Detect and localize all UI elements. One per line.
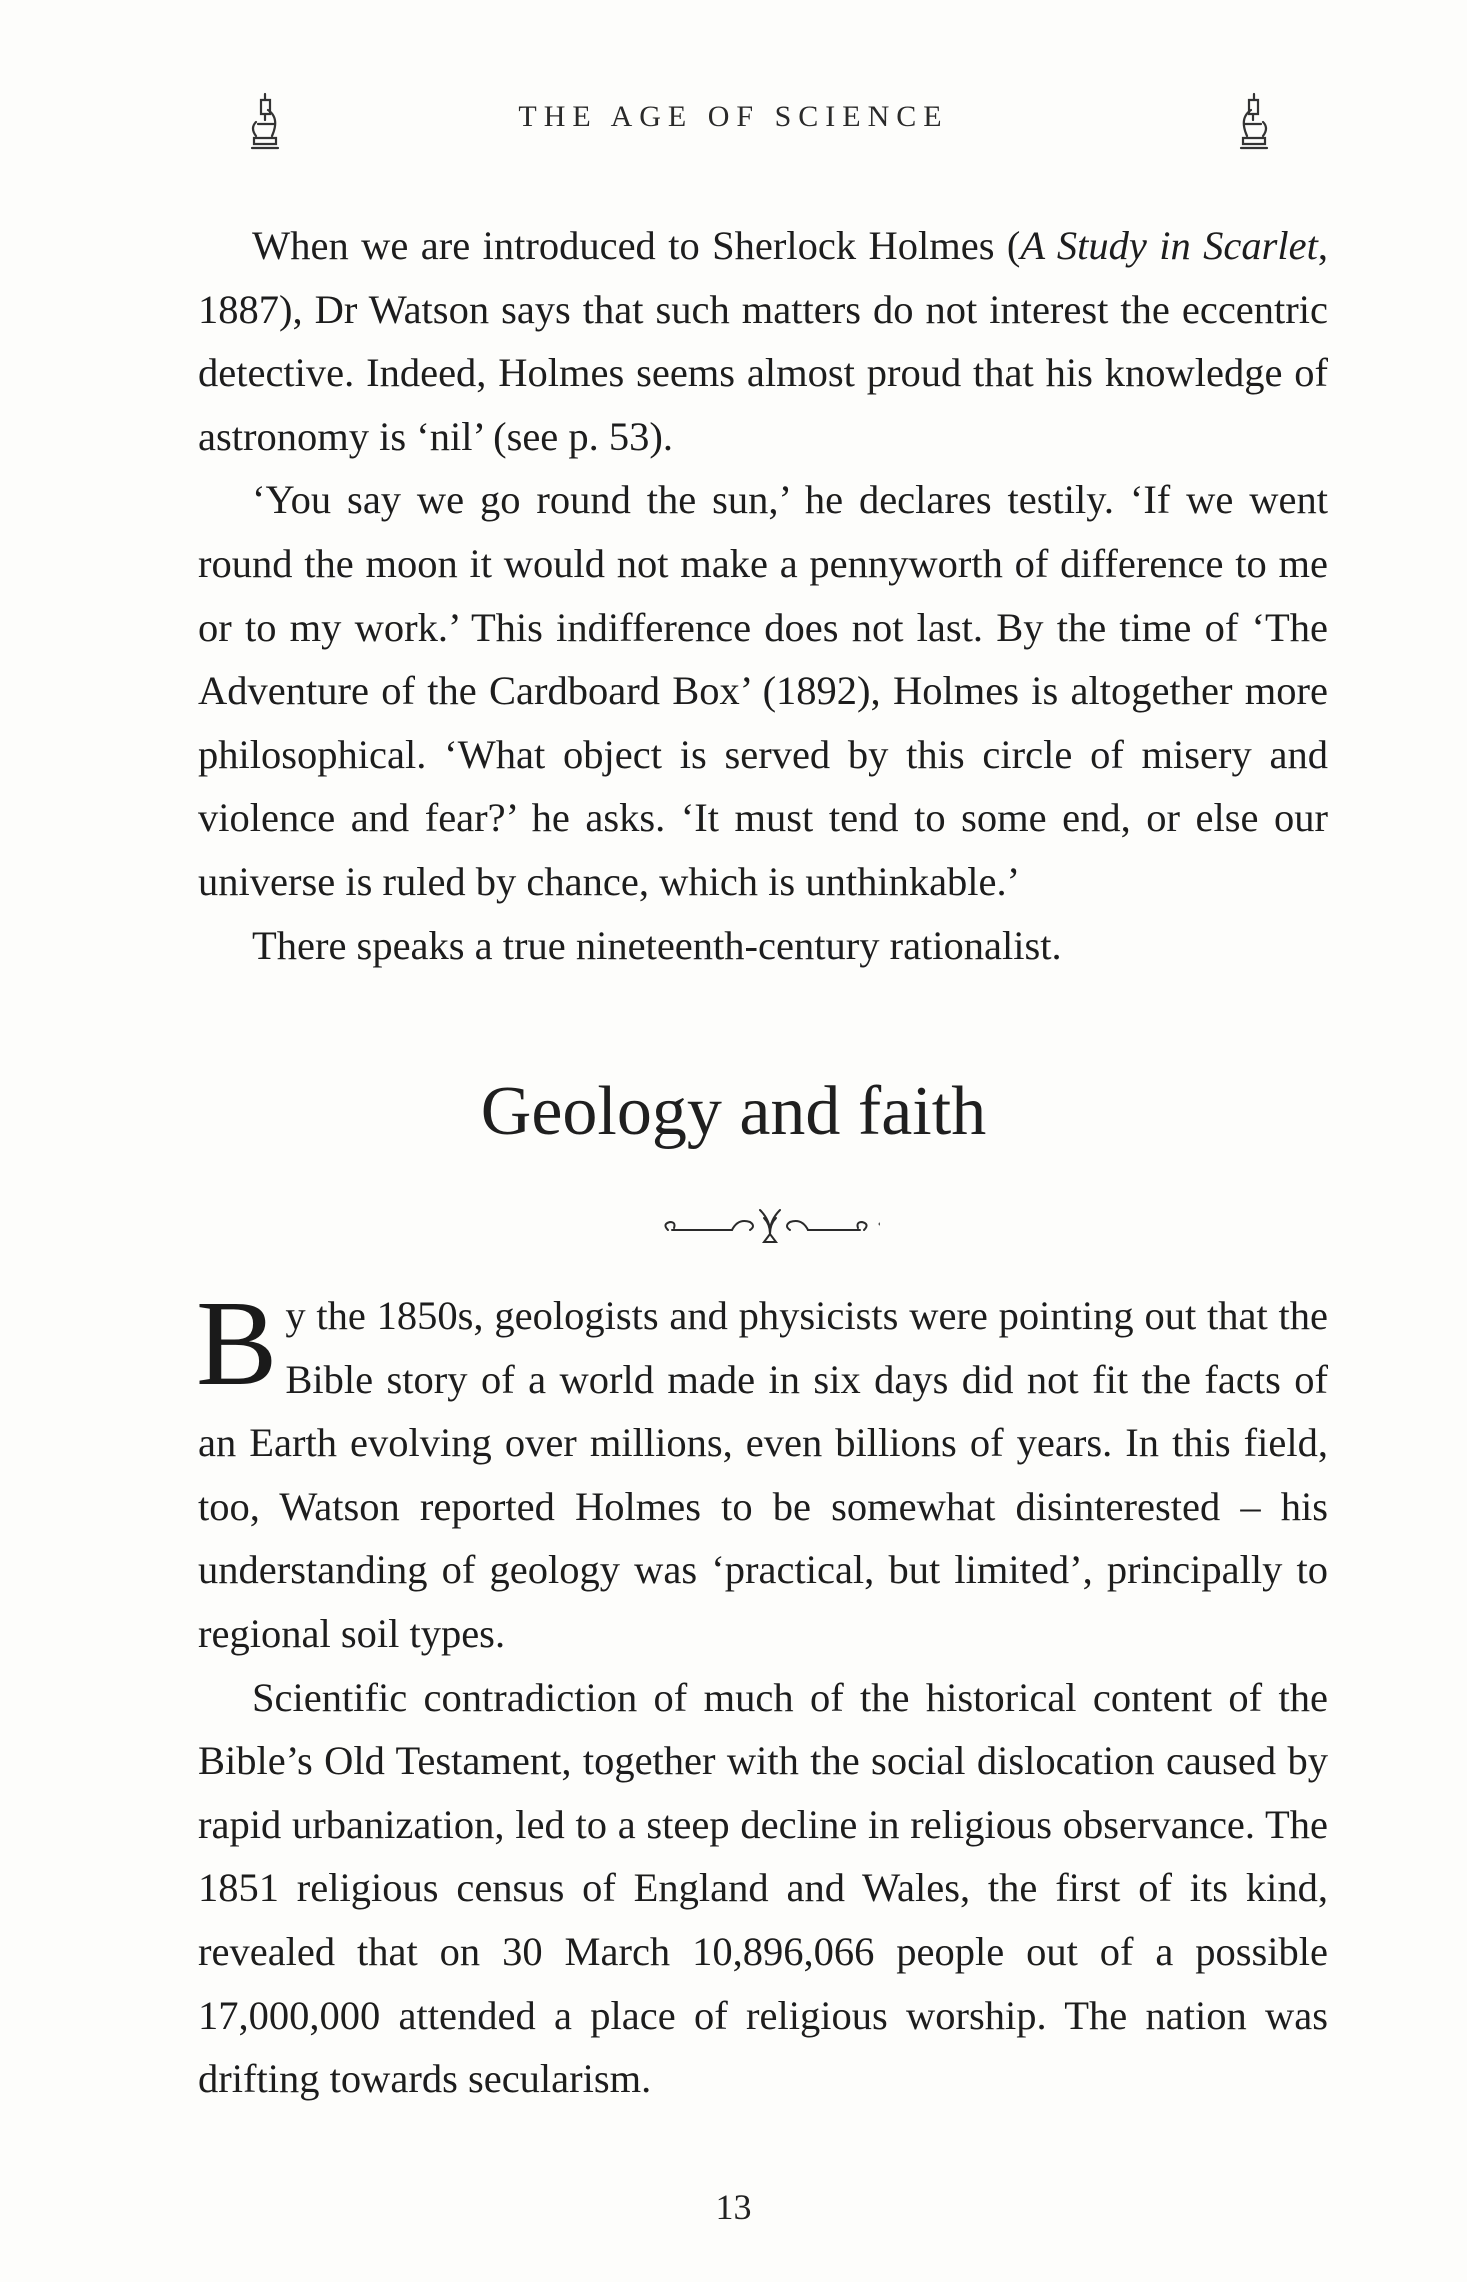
fleuron-ornament-icon <box>660 1196 880 1252</box>
microscope-icon <box>1237 92 1271 154</box>
paragraph-holmes-quote: ‘You say we go round the sun,’ he declares testily. ‘If we went round the moon it would not make a pennyworth of difference to me or to my work.’ This indifference does not last. By the time of ‘The Adventure of the Cardboard Box’ (1892), Holmes is altogether more philosophical. ‘What object is served by this circle of misery and violence and fear?’ he asks. ‘It must tend to some end, or else our universe is ruled by chance, which is unthinkable.’ <box>198 477 1328 904</box>
paragraph-rationalist: There speaks a true nineteenth-century rationalist. <box>252 922 1062 968</box>
section-heading: Geology and faith <box>480 1073 987 1150</box>
paragraph-geology <box>196 1276 1328 1666</box>
running-title: THE AGE OF SCIENCE <box>518 100 949 133</box>
running-header <box>0 92 1467 152</box>
section-two-text <box>196 1276 1328 2111</box>
paragraph-geology-text: y the 1850s, geologists and physicists were pointing out that the Bible story of a world made in six days did not fit the facts of an Earth evolving over millions, even billions of years. In this field, too, Watson reported Holmes to be somewhat disinterested – his understanding of geology was ‘practical, but limited’, principally to regional soil types. <box>198 1293 1328 1656</box>
page-number: 13 <box>715 2187 752 2227</box>
section-one-text <box>198 214 1328 977</box>
drop-cap: B <box>196 1276 278 1411</box>
paragraph-census: Scientific contradiction of much of the historical content of the Bible’s Old Testament, together with the social dislocation caused by rapid urbanization, led to a steep decline in religious observance. The 1851 religious census of England and Wales, the first of its kind, revealed that on 30 March 10,896,066 people out of a possible 17,000,000 attended a place of religious worship. The nation was drifting towards secularism. <box>198 1674 1328 2102</box>
paragraph-holmes-intro: When we are introduced to Sherlock Holmes (A Study in Scarlet, 1887), Dr Watson says that such matters do not interest the eccentric detective. Indeed, Holmes seems almost proud that his knowledge of astronomy is ‘nil’ (see p. 53). <box>198 223 1328 459</box>
